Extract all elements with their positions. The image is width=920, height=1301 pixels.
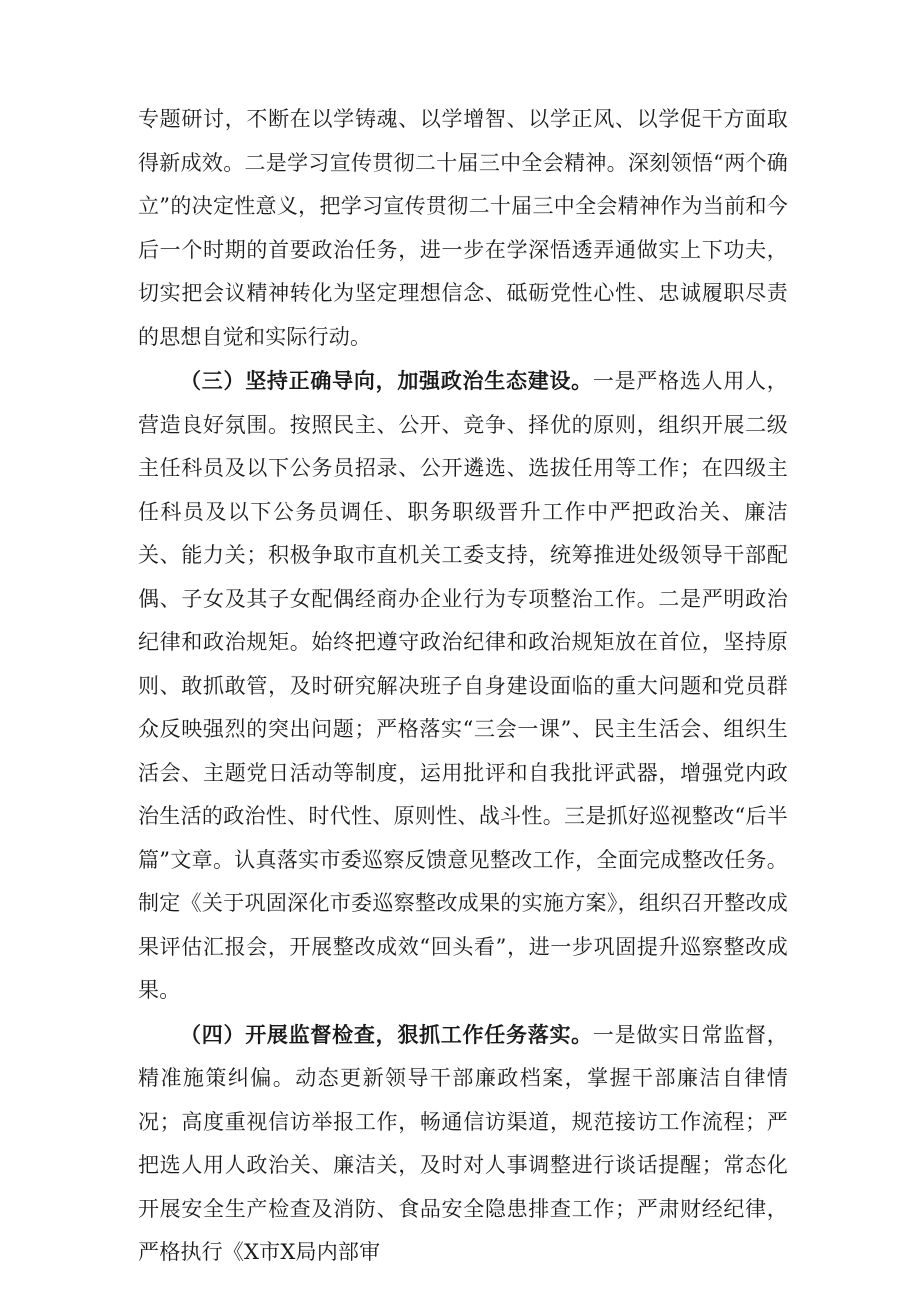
paragraph-section-3: [138, 359, 788, 1013]
section-heading-4: （四）开展监督检查，狠抓工作任务落实。: [180, 1021, 593, 1047]
section-heading-3: （三）坚持正确导向，加强政治生态建设。: [180, 368, 593, 393]
document-body: [138, 98, 788, 1275]
paragraph-text: 专题研讨，不断在以学铸魂、以学增智、以学正风、以学促干方面取得新成效。二是学习宣传贯彻二十届三中全会精神。深刻领悟“两个确立”的决定性意义，把学习宣传贯彻二十届三中全会精神作为当前和今后一个时期的首要政治任务，进一步在学深悟透弄通做实上下功夫，切实把会议精神转化为坚定理想信念、砥砺党性心性、忠诚履职尽责的思想自觉和实际行动。: [138, 107, 788, 349]
paragraph-section-4: [138, 1013, 788, 1275]
paragraph-text: 一是做实日常监督，精准施策纠偏。动态更新领导干部廉政档案，掌握干部廉洁自律情况；高度重视信访举报工作，畅通信访渠道，规范接访工作流程；严把选人用人政治关、廉洁关，及时对人事调整进行谈话提醒；常态化开展安全生产检查及消防、食品安全隐患排查工作；严肃财经纪律，严格执行《X市X局内部审: [138, 1022, 788, 1264]
paragraph-continuation: [138, 98, 788, 359]
paragraph-text: 一是严格选人用人，营造良好氛围。按照民主、公开、竞争、择优的原则，组织开展二级主任科员及以下公务员招录、公开遴选、选拔任用等工作；在四级主任科员及以下公务员调任、职务职级晋升工作中严把政治关、廉洁关、能力关；积极争取市直机关工委支持，统筹推进处级领导干部配偶、子女及其子女配偶经商办企业行为专项整治工作。二是严明政治纪律和政治规矩。始终把遵守政治纪律和政治规矩放在首位，坚持原则、敢抓敢管，及时研究解决班子自身建设面临的重大问题和党员群众反映强烈的突出问题；严格落实“三会一课”、民主生活会、组织生活会、主题党日活动等制度，运用批评和自我批评武器，增强党内政治生活的政治性、时代性、原则性、战斗性。三是抓好巡视整改“后半篇”文章。认真落实市委巡察反馈意见整改工作，全面完成整改任务。制定《关于巩固深化市委巡察整改成果的实施方案》，组织召开整改成果评估汇报会，开展整改成效“回头看”，进一步巩固提升巡察整改成果。: [138, 369, 788, 1002]
